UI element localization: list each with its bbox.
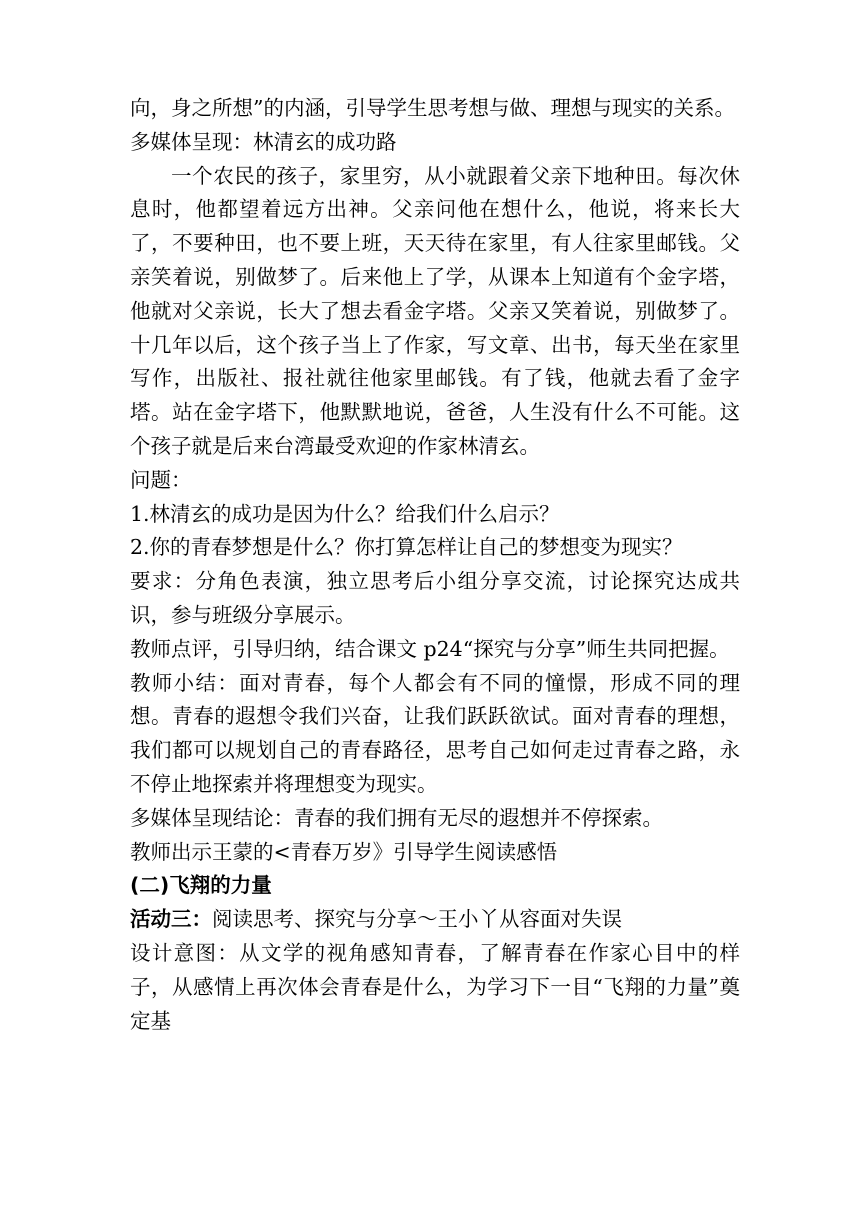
question-2: 2.你的青春梦想是什么？你打算怎样让自己的梦想变为现实？: [130, 535, 683, 560]
design-intent: 设计意图：从文学的视角感知青春，了解青春在作家心目中的样子，从感情上再次体会青春是什么，为学习下一目“飞翔的力量”奠定基: [130, 940, 740, 1033]
multimedia-title: 多媒体呈现：林清玄的成功路: [130, 129, 397, 154]
paragraph-intro-continuation: 向，身之所想”的内涵，引导学生思考想与做、理想与现实的关系。: [130, 96, 735, 120]
teacher-summary: 教师小结：面对青春，每个人都会有不同的憧憬，形成不同的理想。青春的遐想令我们兴奋，让我们跃跃欲试。面对青春的理想，我们都可以规划自己的青春路径，思考自己如何走过青春之路，永不停止地探索并将理想变为现实。: [130, 670, 740, 796]
multimedia-conclusion: 多媒体呈现结论：青春的我们拥有无尽的遐想并不停探索。: [130, 805, 663, 830]
question-1: 1.林清玄的成功是因为什么？给我们什么启示？: [130, 501, 560, 526]
story-paragraph: 一个农民的孩子，家里穷，从小就跟着父亲下地种田。每次休息时，他都望着远方出神。父亲问他在想什么，他说，将来长大了，不要种田，也不要上班，天天待在家里，有人往家里邮钱。父亲笑着说，别做梦了。后来他上了学，从课本上知道有个金字塔，他就对父亲说，长大了想去看金字塔。父亲又笑着说，别做梦了。十几年以后，这个孩子当上了作家，写文章、出书，每天坐在家里写作，出版社、报社就往他家里邮钱。有了钱，他就去看了金字塔。站在金字塔下，他默默地说，爸爸，人生没有什么不可能。这个孩子就是后来台湾最受欢迎的作家林清玄。: [130, 163, 740, 458]
reading-instruction: 教师出示王蒙的<青春万岁》引导学生阅读感悟: [130, 839, 558, 864]
document-body: [130, 92, 740, 1038]
teacher-comment: 教师点评，引导归纳，结合课文 p24“探究与分享”师生共同把握。: [130, 636, 730, 661]
questions-label: 问题：: [130, 467, 192, 492]
activity-text: 阅读思考、探究与分享～王小丫从容面对失误: [212, 907, 622, 932]
activity-label: 活动三：: [130, 907, 212, 932]
activity-line: [130, 903, 740, 937]
requirement-paragraph: 要求：分角色表演，独立思考后小组分享交流，讨论探究达成共识，参与班级分享展示。: [130, 569, 740, 627]
section-heading: (二)飞翔的力量: [130, 873, 272, 898]
